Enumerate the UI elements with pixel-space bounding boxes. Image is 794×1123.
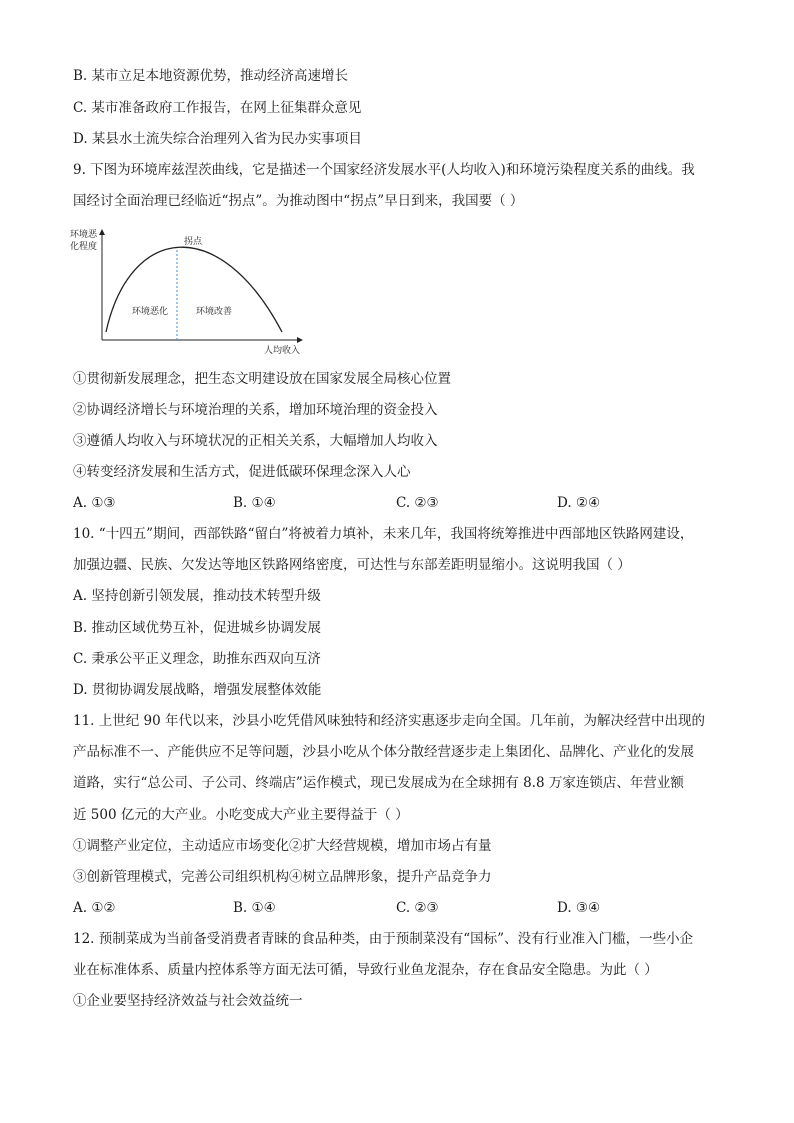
q11-option-a: A. ①② xyxy=(73,900,116,916)
q12-stem-line-1: 12. 预制菜成为当前备受消费者青睐的食品种类，由于预制菜没有“国标”、没有行业准入门槛，一些小企 xyxy=(73,931,694,947)
q11-stem-line-2: 产品标准不一、产能供应不足等问题，沙县小吃从个体分散经营逐步走上集团化、品牌化、产业化的发展 xyxy=(73,744,694,760)
q11-statements-1-2: ①调整产业定位，主动适应市场变化②扩大经营规模，增加市场占有量 xyxy=(73,838,492,854)
q10-option-c: C. 秉承公平正义理念，助推东西双向互济 xyxy=(73,651,321,667)
q8-option-b: B. 某市立足本地资源优势，推动经济高速增长 xyxy=(73,68,349,84)
y-axis-label-2: 化程度 xyxy=(70,242,98,252)
q9-statement-3: ③遵循人均收入与环境状况的正相关关系，大幅增加人均收入 xyxy=(73,433,438,449)
q10-option-d: D. 贯彻协调发展战略，增强发展整体效能 xyxy=(73,682,322,698)
right-region-label: 环境改善 xyxy=(196,307,233,317)
q10-stem-line-1: 10. “十四五”期间，西部铁路“留白”将被着力填补，未来几年，我国将统筹推进中西部地区铁路网建设， xyxy=(73,526,694,542)
q9-stem-line-2: 国经讨全面治理已经临近“拐点”。为推动图中“拐点”早日到来，我国要（ ） xyxy=(73,193,524,209)
q11-statements-3-4: ③创新管理模式，完善公司组织机构④树立品牌形象，提升产品竞争力 xyxy=(73,869,492,885)
kuznets-curve xyxy=(106,247,282,332)
q9-option-d: D. ②④ xyxy=(557,495,601,511)
q11-option-b: B. ①④ xyxy=(233,900,276,916)
q9-statement-1: ①贯彻新发展理念，把生态文明建设放在国家发展全局核心位置 xyxy=(73,371,451,387)
q8-option-c: C. 某市准备政府工作报告，在网上征集群众意见 xyxy=(73,100,362,116)
q12-stem-line-2: 业在标准体系、质量内控体系等方面无法可循，导致行业鱼龙混杂，存在食品安全隐患。为此（ ） xyxy=(73,962,658,978)
x-axis-label: 人均收入 xyxy=(264,346,301,356)
left-region-label: 环境恶化 xyxy=(132,307,169,317)
q9-option-a: A. ①③ xyxy=(73,495,116,511)
q11-stem-line-3: 道路，实行“总公司、子公司、终端店”运作模式，现已发展成为在全球拥有 8.8 万家连锁店、年营业额 xyxy=(73,775,684,791)
turning-point-label: 拐点 xyxy=(184,237,203,247)
kuznets-curve-figure xyxy=(70,224,310,360)
q11-option-c: C. ②③ xyxy=(396,900,439,916)
q11-stem-line-4: 近 500 亿元的大产业。小吃变成大产业主要得益于（ ） xyxy=(73,807,409,823)
q12-statement-1: ①企业要坚持经济效益与社会效益统一 xyxy=(73,993,303,1009)
q10-option-a: A. 坚持创新引领发展，推动技术转型升级 xyxy=(73,588,321,604)
q9-option-b: B. ①④ xyxy=(233,495,276,511)
q9-statement-2: ②协调经济增长与环境治理的关系，增加环境治理的资金投入 xyxy=(73,402,438,418)
q9-stem-line-1: 9. 下图为环境库兹涅茨曲线，它是描述一个国家经济发展水平(人均收入)和环境污染程度关系的曲线。我 xyxy=(73,162,695,178)
y-axis-label-1: 环境恶 xyxy=(70,230,98,240)
q8-option-d: D. 某县水土流失综合治理列入省为民办实事项目 xyxy=(73,131,362,147)
q11-stem-line-1: 11. 上世纪 90 年代以来，沙县小吃凭借风味独特和经济实惠逐步走向全国。几年前，为解决经营中出现的 xyxy=(73,713,706,729)
q9-statement-4: ④转变经济发展和生活方式，促进低碳环保理念深入人心 xyxy=(73,464,411,480)
q10-stem-line-2: 加强边疆、民族、欠发达等地区铁路网络密度，可达性与东部差距明显缩小。这说明我国（ ） xyxy=(73,557,631,573)
q11-option-d: D. ③④ xyxy=(557,900,601,916)
q9-option-c: C. ②③ xyxy=(396,495,439,511)
q10-option-b: B. 推动区域优势互补，促进城乡协调发展 xyxy=(73,620,322,636)
